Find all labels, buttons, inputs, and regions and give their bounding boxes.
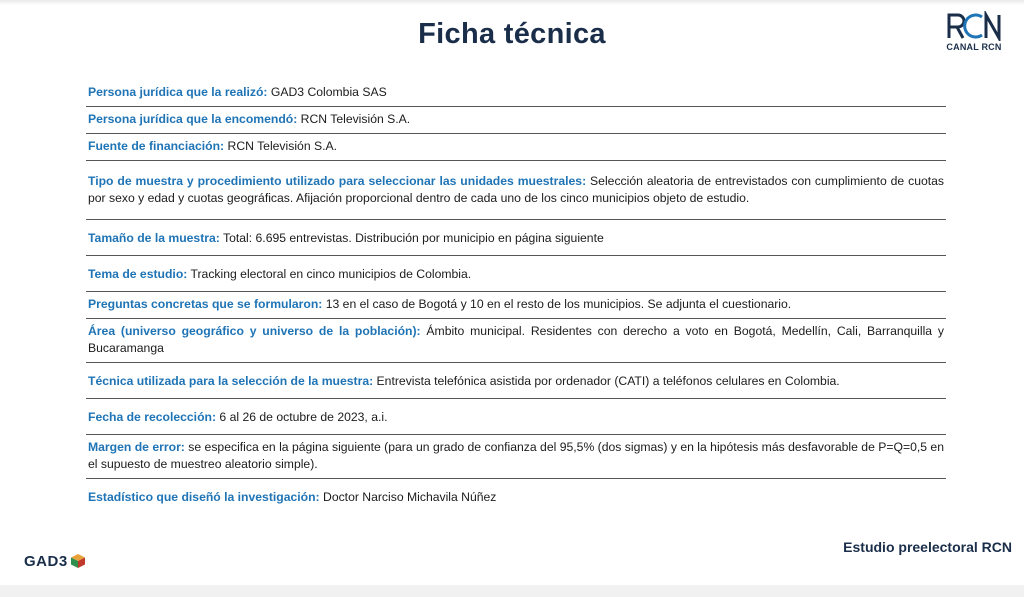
row-financiacion [86,134,946,161]
rcn-logo-icon [945,11,1003,41]
technical-sheet-list [86,80,946,514]
bottom-band [0,585,1024,597]
row-tipo-muestra [86,161,946,220]
row-label: Estadístico que diseñó la investigación: [88,490,320,504]
row-value: Doctor Narciso Michavila Núñez [319,490,497,504]
row-estadistico [86,479,946,514]
row-value: RCN Televisión S.A. [224,139,338,153]
row-value: se especifica en la página siguiente (para un grado de confianza del 95,5% (dos sigmas) y en la hipótesis más desfavorable de P=Q=0,5 en el supuesto de muestreo aleatorio simple). [88,440,944,471]
row-label: Persona jurídica que la encomendó: [88,112,298,126]
row-encomendo [86,107,946,134]
row-label: Técnica utilizada para la selección de la muestra: [88,374,374,388]
top-band [0,0,1024,5]
study-name: Estudio preelectoral RCN [843,539,1012,555]
row-preguntas [86,292,946,319]
row-tecnica [86,363,946,399]
rcn-logo-caption: CANAL RCN [946,42,1002,52]
rcn-logo [943,11,1005,57]
row-realizo [86,80,946,107]
row-label: Fecha de recolección: [88,410,217,424]
row-label: Preguntas concretas que se formularon: [88,297,323,311]
row-value: Total: 6.695 entrevistas. Distribución por municipio en página siguiente [219,231,604,245]
row-label: Tamaño de la muestra: [88,231,220,245]
page-title: Ficha técnica [418,18,606,50]
row-label: Margen de error: [88,440,185,454]
row-value: Tracking electoral en cinco municipios de Colombia. [187,267,472,281]
row-margen-error [86,435,946,479]
row-fecha [86,399,946,435]
gad3-logo [24,551,86,571]
row-label: Área (universo geográfico y universo de la población): [88,324,421,338]
row-tema-estudio [86,256,946,292]
row-label: Persona jurídica que la realizó: [88,85,268,99]
row-label: Tema de estudio: [88,267,188,281]
row-value: 13 en el caso de Bogotá y 10 en el resto de los municipios. Se adjunta el cuestionario. [322,297,792,311]
row-label: Tipo de muestra y procedimiento utilizado para seleccionar las unidades muestrales: [88,174,587,188]
gad3-logo-text: GAD3 [24,552,68,570]
row-label: Fuente de financiación: [88,139,225,153]
cube-icon [70,553,86,569]
row-area [86,319,946,363]
row-value: Ámbito municipal. Residentes con derecho a voto en Bogotá, Medellín, Cali, Barranquilla y Bucaramanga [88,324,944,355]
row-tamano-muestra [86,220,946,256]
row-value: Selección aleatoria de entrevistados con cumplimiento de cuotas por sexo y edad y cuotas geográficas. Afijación proporcional dentro de cada uno de los cinco municipios objeto de estudio. [88,174,945,205]
row-value: 6 al 26 de octubre de 2023, a.i. [216,410,388,424]
row-value: Entrevista telefónica asistida por ordenador (CATI) a teléfonos celulares en Colombia. [373,374,840,388]
row-value: GAD3 Colombia SAS [267,85,387,99]
row-value: RCN Televisión S.A. [297,112,411,126]
